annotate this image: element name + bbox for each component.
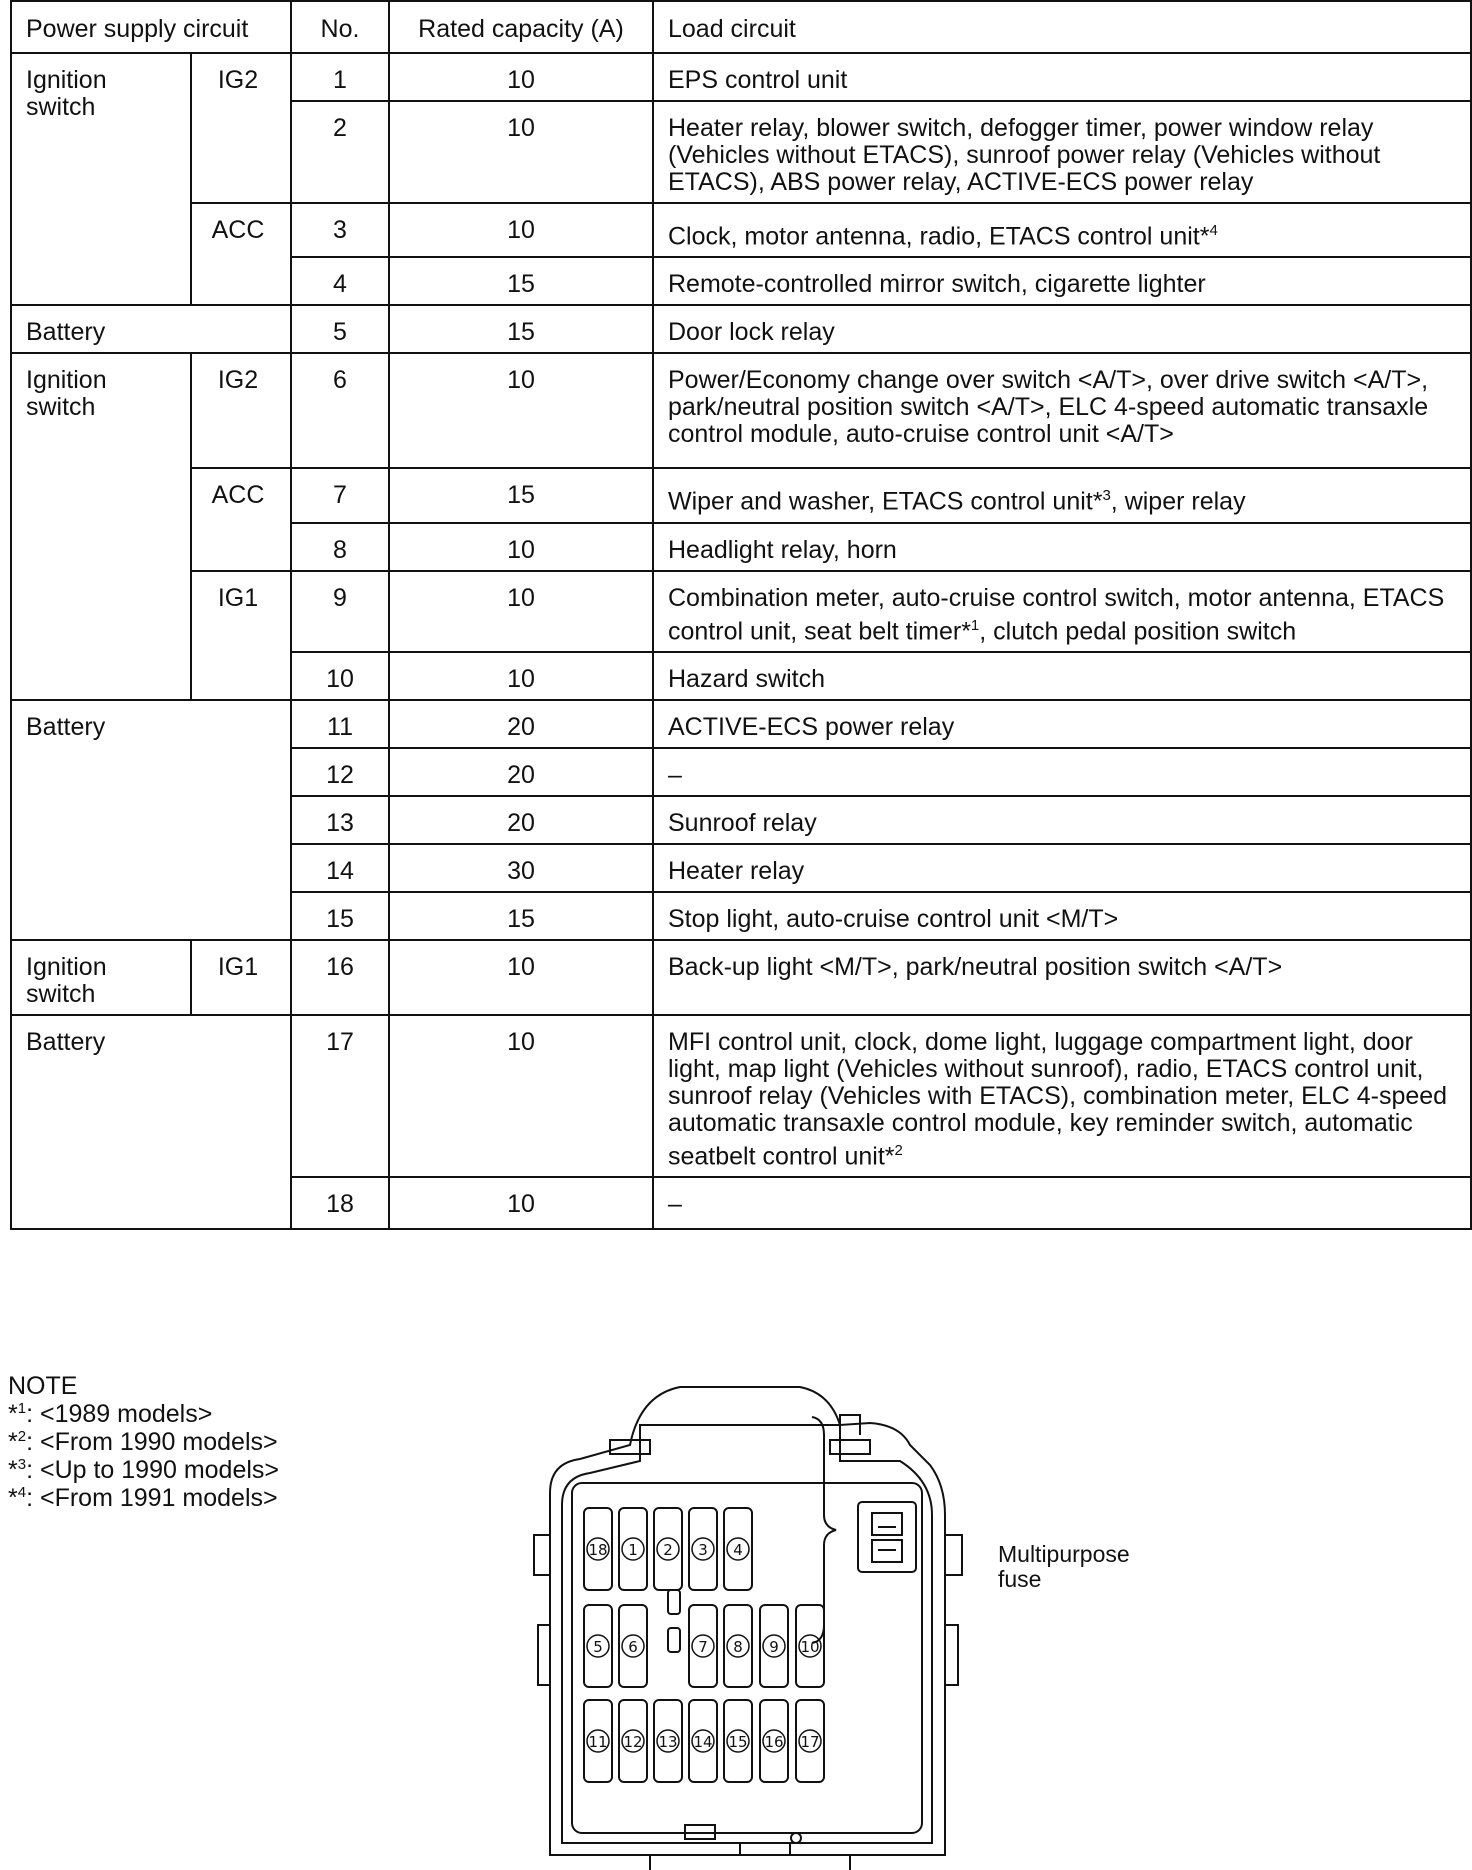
load-circuit-tail: , wiper relay: [1110, 487, 1246, 516]
table-row: [11, 53, 1471, 101]
rated-capacity: 10: [389, 1177, 653, 1229]
load-circuit: [653, 892, 1471, 940]
fuse-slot: [689, 1605, 717, 1687]
load-circuit-text: Heater relay: [668, 856, 805, 885]
fuse-number: 14: [291, 844, 389, 892]
fuse-slot: [724, 1508, 752, 1590]
load-circuit-text: Power/Economy change over switch <A/T>, over drive switch <A/T>, park/neutral position switch <A/T>, ELC 4-speed automatic transaxle control module, auto-cruise control unit <A/T>: [668, 366, 1429, 449]
load-circuit: [653, 1177, 1471, 1229]
load-circuit-text: Heater relay, blower switch, defogger timer, power window relay (Vehicles without ETACS), sunroof power relay (Vehicles without ETACS), ABS power relay, ACTIVE-ECS power relay: [668, 114, 1381, 196]
fuse-number: 9: [291, 571, 389, 652]
load-circuit: [653, 700, 1471, 748]
rated-capacity: 15: [389, 305, 653, 353]
fuse-number: 1: [291, 53, 389, 101]
fuse-slot-number: 18: [588, 1541, 608, 1559]
note-text: : <From 1990 models>: [26, 1428, 278, 1456]
fuse-number: 6: [291, 353, 389, 468]
note-mark: *: [8, 1400, 18, 1428]
fuse-slot-number: 4: [733, 1541, 743, 1559]
table-row: [11, 1015, 1471, 1177]
load-circuit-text: –: [668, 1190, 682, 1219]
header-power-supply: Power supply circuit: [11, 1, 291, 53]
fuse-slot-number: 10: [800, 1638, 820, 1656]
note-number: 4: [17, 1484, 27, 1501]
power-supply-source: Ignition switch: [26, 366, 107, 422]
load-circuit-text: Sunroof relay: [668, 808, 817, 837]
load-circuit-text: MFI control unit, clock, dome light, luggage compartment light, door light, map light (Vehicles without sunroof), radio, ETACS control unit, sunroof relay (Vehicles with ETACS), combination meter, ELC 4-speed automatic transaxle control module, key reminder switch, automatic seatbelt control unit*: [668, 1027, 1448, 1171]
fuse-number: 16: [291, 940, 389, 1015]
fuse-number: 7: [291, 468, 389, 522]
table-header-row: [11, 1, 1471, 53]
note-item: [8, 1428, 279, 1456]
fuse-slot: [796, 1700, 824, 1782]
fuse-slot: [619, 1700, 647, 1782]
table-row: [11, 353, 1471, 468]
note-number: 1: [17, 1400, 27, 1417]
load-circuit: [653, 652, 1471, 700]
fuse-slot-number: 17: [800, 1733, 820, 1751]
header-load-circuit: Load circuit: [653, 1, 1471, 53]
power-supply-sub: IG2: [191, 53, 291, 203]
load-circuit: [653, 101, 1471, 203]
table-row: [11, 203, 1471, 257]
load-circuit-text: Back-up light <M/T>, park/neutral position switch <A/T>: [668, 952, 1283, 981]
fuse-slot: [724, 1605, 752, 1687]
fuse-slot-number: 13: [658, 1733, 678, 1751]
rated-capacity: 10: [389, 571, 653, 652]
power-supply-sub: IG1: [191, 571, 291, 700]
fuse-number: 15: [291, 892, 389, 940]
fuse-slot-number: 16: [764, 1733, 784, 1751]
power-supply-source: Ignition switch: [26, 952, 107, 1008]
fuse-number: 10: [291, 652, 389, 700]
power-supply-sub: ACC: [191, 203, 291, 305]
load-circuit: [653, 257, 1471, 305]
load-circuit-text: –: [668, 760, 682, 789]
fuse-number: 2: [291, 101, 389, 203]
table-row: [11, 305, 1471, 353]
fuse-slot-number: 2: [663, 1541, 673, 1559]
note-item: [8, 1400, 279, 1428]
fuse-box-diagram: [500, 1385, 1200, 1870]
fuse-slot: [619, 1508, 647, 1590]
fuse-slot: [689, 1700, 717, 1782]
load-circuit: [653, 940, 1471, 1015]
fuse-slot-number: 7: [698, 1638, 708, 1656]
rated-capacity: 15: [389, 257, 653, 305]
footnote-ref: 3: [1102, 487, 1111, 505]
note-number: 2: [17, 1428, 27, 1445]
fuse-slot: [619, 1605, 647, 1687]
footnote-ref: 1: [970, 616, 980, 634]
table-row: [11, 571, 1471, 652]
fuse-box-drawing: [500, 1385, 1200, 1870]
fuse-slot-number: 3: [698, 1541, 708, 1559]
load-circuit: [653, 1015, 1471, 1177]
power-supply-source: Ignition switch: [26, 66, 107, 121]
fuse-table-body: [11, 53, 1471, 1229]
rated-capacity: 10: [389, 203, 653, 257]
fuse-slot: [760, 1700, 788, 1782]
fuse-slot-number: 15: [728, 1733, 748, 1751]
rated-capacity: 20: [389, 748, 653, 796]
rated-capacity: 10: [389, 940, 653, 1015]
footnote-ref: 4: [1209, 222, 1218, 239]
fuse-slot: [654, 1700, 682, 1782]
brace-icon: [810, 1415, 840, 1645]
load-circuit: [653, 203, 1471, 257]
fuse-number: 3: [291, 203, 389, 257]
power-supply-source-cell: [11, 700, 291, 940]
load-circuit: [653, 571, 1471, 652]
fuse-slot-number: 6: [628, 1638, 638, 1656]
rated-capacity: 10: [389, 353, 653, 468]
fuse-number: 4: [291, 257, 389, 305]
load-circuit-text: Door lock relay: [668, 318, 835, 347]
power-supply-source-cell: [11, 940, 191, 1015]
rated-capacity: 10: [389, 101, 653, 203]
fuse-slot: [584, 1605, 612, 1687]
note-number: 3: [17, 1456, 27, 1473]
fuse-slot: [584, 1508, 612, 1590]
load-circuit: [653, 844, 1471, 892]
rated-capacity: 15: [389, 468, 653, 522]
fuse-slot: [760, 1605, 788, 1687]
fuse-number: 8: [291, 523, 389, 571]
rated-capacity: 20: [389, 796, 653, 844]
notes-list: [8, 1400, 279, 1512]
fuse-number: 13: [291, 796, 389, 844]
load-circuit-text: Wiper and washer, ETACS control unit*: [668, 487, 1103, 516]
fuse-slot-number: 8: [733, 1638, 743, 1656]
header-rated-capacity: Rated capacity (A): [389, 1, 653, 53]
load-circuit-text: Remote-controlled mirror switch, cigarette lighter: [668, 270, 1206, 299]
load-circuit-text: Hazard switch: [668, 664, 825, 693]
load-circuit-text: Combination meter, auto-cruise control switch, motor antenna, ETACS control unit, seat belt timer*: [668, 583, 1445, 645]
table-row: [11, 940, 1471, 1015]
notes-title: NOTE: [8, 1372, 78, 1400]
load-circuit-tail: , clutch pedal position switch: [979, 616, 1297, 645]
rated-capacity: 10: [389, 652, 653, 700]
fuse-table: [10, 0, 1472, 1230]
fuse-slot-number: 9: [769, 1638, 779, 1656]
power-supply-source: Battery: [26, 318, 106, 347]
rated-capacity: 10: [389, 53, 653, 101]
load-circuit: [653, 305, 1471, 353]
fuse-slot-number: 1: [628, 1541, 638, 1559]
fuse-slot-number: 14: [693, 1733, 713, 1751]
fuse-slot-number: 12: [623, 1733, 643, 1751]
fuse-slot-number: 11: [588, 1733, 608, 1751]
load-circuit-text: Clock, motor antenna, radio, ETACS control unit*: [668, 222, 1210, 251]
power-supply-sub: IG1: [191, 940, 291, 1015]
fuse-slot: [584, 1700, 612, 1782]
load-circuit-text: Stop light, auto-cruise control unit <M/T>: [668, 904, 1119, 933]
fuse-slot: [689, 1508, 717, 1590]
power-supply-source: Battery: [26, 712, 106, 741]
power-supply-source-cell: [11, 353, 191, 700]
rated-capacity: 10: [389, 1015, 653, 1177]
note-mark: *: [8, 1456, 18, 1484]
power-supply-sub: IG2: [191, 353, 291, 468]
notes: [8, 1372, 279, 1512]
note-mark: *: [8, 1428, 18, 1456]
load-circuit-text: Headlight relay, horn: [668, 535, 897, 564]
load-circuit: [653, 796, 1471, 844]
power-supply-source-cell: [11, 53, 191, 305]
fuse-slot: [654, 1508, 682, 1590]
note-item: [8, 1484, 279, 1512]
fuse-number: 5: [291, 305, 389, 353]
rated-capacity: 10: [389, 523, 653, 571]
multipurpose-fuse-label: Multipurpose fuse: [998, 1541, 1130, 1592]
fuse-slot: [724, 1700, 752, 1782]
power-supply-source: Battery: [26, 1027, 106, 1056]
load-circuit-text: ACTIVE-ECS power relay: [668, 712, 955, 741]
footnote-ref: 2: [894, 1141, 903, 1159]
power-supply-sub: ACC: [191, 468, 291, 570]
fuse-number: 18: [291, 1177, 389, 1229]
fuse-number: 17: [291, 1015, 389, 1177]
load-circuit: [653, 353, 1471, 468]
load-circuit: [653, 53, 1471, 101]
rated-capacity: 30: [389, 844, 653, 892]
note-item: [8, 1456, 279, 1484]
note-mark: *: [8, 1484, 18, 1512]
fuse-box-outline: [550, 1387, 945, 1855]
note-text: : <Up to 1990 models>: [26, 1456, 280, 1484]
fuse-slots: [584, 1508, 824, 1782]
note-text: : <From 1991 models>: [26, 1484, 278, 1512]
fuse-number: 12: [291, 748, 389, 796]
table-row: [11, 700, 1471, 748]
mounting-foot: [650, 1855, 850, 1870]
table-row: [11, 468, 1471, 522]
fuse-number: 11: [291, 700, 389, 748]
power-supply-source-cell: [11, 305, 291, 353]
load-circuit: [653, 468, 1471, 522]
load-circuit: [653, 748, 1471, 796]
fuse-slot-number: 5: [593, 1638, 603, 1656]
note-text: : <1989 models>: [26, 1400, 213, 1428]
load-circuit: [653, 523, 1471, 571]
header-no: No.: [291, 1, 389, 53]
load-circuit-text: EPS control unit: [668, 66, 848, 94]
power-supply-source-cell: [11, 1015, 291, 1229]
rated-capacity: 20: [389, 700, 653, 748]
rated-capacity: 15: [389, 892, 653, 940]
